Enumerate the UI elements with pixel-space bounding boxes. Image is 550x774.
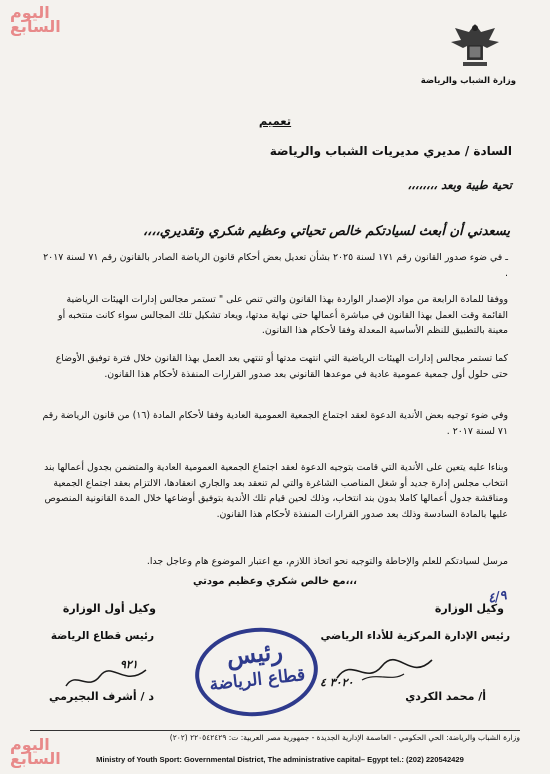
watermark-logo-bottom [10,735,61,768]
ministry-header: وزارة الشباب والرياضة [420,76,516,86]
footer-arabic: وزارة الشباب والرياضة: الحي الحكومي - العاصمة الإدارية الجديدة - جمهورية مصر العربية: ت: ٢٢٠٥٤٢٤٢٩ (٢٠٢) [169,733,520,742]
paragraph-5: وبناءا عليه يتعين على الأندية التي قامت بتوجيه الدعوة لعقد اجتماع الجمعية العمومية العادية والمتضمن بجدول أعمالها بند انتخاب مجلس إدارة جديد أو شغل المناصب الشاغرة والتي لم تنعقد بعد والجاري انعقادها، الالتزام بعقد اجتماع الجمعية ومناقشة جدول أعمالها كاملا بدون بند انتخاب، وذلك لحين قيام تلك الأندية بتوفيق أوضاعها خلال المدة القانونية المنصوص عليها بالمادة السادسة وذلك بعد صدور القرارات المنفذة لأحكام هذا القانون. [44,462,508,520]
sig-right-title: رئيس الإدارة المركزية للأداء الرياضي [320,630,510,642]
paragraph-4: وفي ضوء توجيه بعض الأندية الدعوة لعقد اجتماع الجمعية العمومية العادية وفقا لأحكام المادة (١٦) من قانون الرياضة رقم ٧١ لسنة ٢٠١٧ . [42,410,508,437]
sig-left-initials: ٩٢١ [120,658,138,671]
eagle-emblem-icon [445,16,505,72]
footer-english: Ministry of Youth Sport: Governmental District, The administrative capital– Egypt tel.: (202) 220542429 [96,755,464,764]
greeting: تحية طيبة وبعد ،،،،،،،، [407,178,512,192]
closing-request: مرسل لسيادتكم للعلم والإحاطة والتوجيه نحو اتخاذ اللازم، مع اعتبار الموضوع هام وعاجل جدا. [146,556,508,567]
honor-line: يسعدني أن أبعث لسيادتكم خالص تحياتي وعظيم شكري وتقديري،،،، [142,224,510,239]
official-stamp [191,622,323,722]
sig-left-role: وكيل أول الوزارة [62,602,156,615]
signature-scribble-right-icon [332,652,442,688]
addressee: السادة / مديري مديريات الشباب والرياضة [269,144,512,158]
watermark-logo-top [10,3,61,36]
paragraph-2: ووفقا للمادة الرابعة من مواد الإصدار الواردة بهذا القانون والتي تنص على " تستمر مجالس إدارات الهيئات الرياضية القائمة وقت العمل بهذا القانون في مباشرة أعمالها حتى نهاية مدتها، ويعاد تشكيل تلك المجالس سواء كانت منتخبه أو معينة بالتطبيق للنظم الأساسية المعدلة وفقا لأحكام هذا القانون. [58,294,508,336]
watermark-line1-bottom: اليوم [10,735,50,754]
watermark-line1: اليوم [10,3,50,22]
sig-left-title: رئيس قطاع الرياضة [50,630,154,642]
paragraph-3: كما تستمر مجالس إدارات الهيئات الرياضية التي انتهت مدتها أو تنتهي بعد العمل بهذا القانون خلال فترة توفيق الأوضاع حتى حلول أول جمعية عمومية عادية في موعدها القانوني بعد صدور القرارات المنفذة لأحكام هذا القانون. [55,353,508,380]
sig-right-initials: ٣٠٢٠ ٤ [320,676,354,689]
sig-right-name: أ/ محمد الكردي [405,690,486,703]
circular-title: تعميم [258,114,292,128]
paragraph-1: ـ في ضوء صدور القانون رقم ١٧١ لسنة ٢٠٢٥ بشأن تعديل بعض أحكام قانون الرياضة الصادر بالقانون رقم ٧١ لسنة ٢٠١٧ . [43,252,508,279]
handwritten-note: ٤/٩ [486,588,509,607]
sig-left-name: د / أشرف البجيرمي [49,690,154,703]
sig-right-role: وكيل الوزارة [434,602,504,615]
closing-thanks: مع خالص شكري وعظيم مودتي،،، [193,576,357,587]
stamp-line2: قطاع الرياضة [208,664,307,695]
stamp-line1: رئيس [225,636,284,671]
watermark-line2-bottom: السابع [10,749,61,768]
footer-divider [30,730,520,731]
watermark-line2: السابع [10,17,61,36]
